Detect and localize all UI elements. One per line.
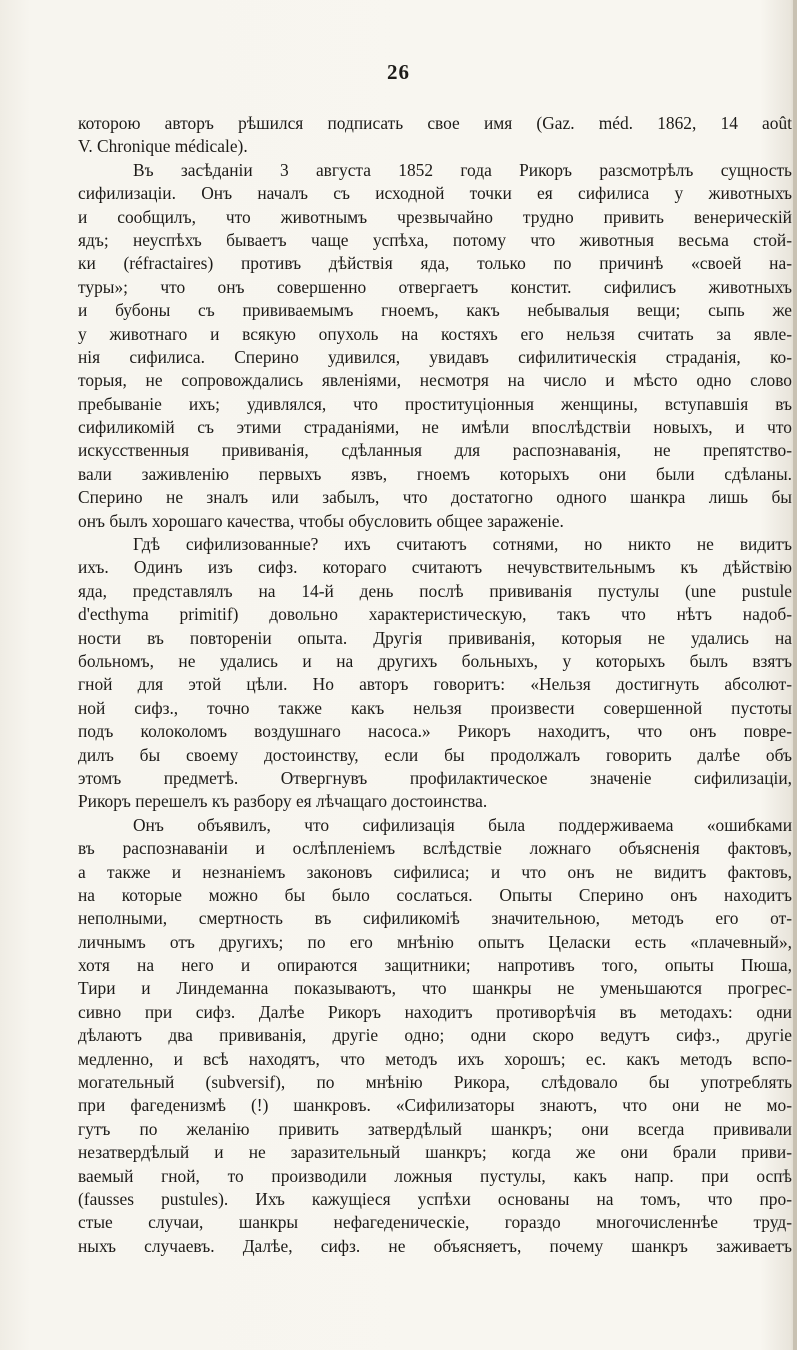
text-line: личнымъ отъ другихъ; по его мнѣнію опытъ Целаски есть «плачевный», <box>78 931 792 952</box>
text-line: онъ былъ хорошаго качества, чтобы обусловить общее зараженіе. <box>78 510 564 531</box>
text-line: торыя, не сопровождались явленіями, несмотря на число и мѣсто одно слово <box>78 370 792 391</box>
text-line: V. Chronique médicale). <box>78 136 248 157</box>
text-line: гной для этой цѣли. Но авторъ говоритъ: «Нельзя достигнуть абсолют- <box>78 674 792 695</box>
text-line: и сообщилъ, что животнымъ чрезвычайно трудно привить венерическій <box>78 206 792 227</box>
text-line: ки (réfractaires) противъ дѣйствія яда, только по причинѣ «своей на- <box>78 253 792 274</box>
text-line: ности въ повтореніи опыта. Другія прививанія, которыя не удались на <box>78 627 792 648</box>
page-edge <box>793 0 797 1350</box>
text-line: туры»; что онъ совершенно отвергаетъ констит. сифилисъ животныхъ <box>78 276 792 297</box>
text-line: которою авторъ рѣшился подписать свое имя (Gaz. méd. 1862, 14 août <box>78 113 792 133</box>
text-line: сифиликомій съ этими страданіями, не имѣли впослѣдствіи новыхъ, и что <box>78 417 792 438</box>
text-line: незатвердѣлый и не заразительный шанкръ; когда же они брали приви- <box>78 1142 792 1163</box>
text-line: больномъ, не удались и на другихъ больныхъ, у которыхъ былъ взятъ <box>78 650 792 671</box>
text-line: ной сифз., точно также какъ нельзя произвести совершенной пустоты <box>78 697 792 718</box>
text-line: подъ колоколомъ воздушнаго насоса.» Рикоръ находитъ, что онъ повре- <box>78 721 792 742</box>
text-line: Тири и Линдеманна показываютъ, что шанкры не уменьшаются прогрес- <box>78 978 792 999</box>
text-line: дѣлаютъ два прививанія, другіе одно; одни скоро ведутъ сифз., другіе <box>78 1025 792 1046</box>
text-line: вали заживленію первыхъ язвъ, гноемъ которыхъ они были сдѣланы. <box>78 463 792 484</box>
text-line: ваемый гной, то производили ложныя пустулы, какъ напр. при оспѣ <box>78 1165 792 1186</box>
text-line: пребываніе ихъ; удивлялся, что проституціонныя женщины, вступавшія въ <box>78 393 792 414</box>
text-line: ныхъ случаевъ. Далѣе, сифз. не объясняетъ, почему шанкръ заживаетъ <box>78 1235 792 1256</box>
text-line: медленно, и всѣ находятъ, что методъ ихъ хорошъ; ес. какъ методъ вспо- <box>78 1048 792 1069</box>
text-line: гутъ по желанію привить затвердѣлый шанкръ; они всегда прививали <box>78 1118 792 1139</box>
text-line: Въ засѣданіи 3 августа 1852 года Рикоръ разсмотрѣлъ сущность <box>133 159 792 180</box>
text-line: (fausses pustules). Ихъ кажущіеся успѣхи основаны на томъ, что про- <box>78 1188 792 1209</box>
text-line: на которые можно бы было сослаться. Опыты Сперино онъ находитъ <box>78 884 792 905</box>
text-line: въ распознаваніи и ослѣпленіемъ вслѣдствіе ложнаго объясненія фактовъ, <box>78 838 792 859</box>
text-line: а также и незнаніемъ законовъ сифилиса; и что онъ не видитъ фактовъ, <box>78 861 792 882</box>
text-line: Гдѣ сифилизованные? ихъ считаютъ сотнями, но никто не видитъ <box>133 534 792 555</box>
text-line: этомъ предметѣ. Отвергнувъ профилактическое значеніе сифилизаціи, <box>78 767 792 788</box>
text-line: могательный (subversif), по мнѣнію Рикора, слѣдовало бы употреблять <box>78 1072 792 1093</box>
text-line: искусственныя прививанія, сдѣланныя для распознаванія, не препятство- <box>78 440 792 461</box>
page-number: 26 <box>387 60 410 84</box>
text-line: Сперино не зналъ или забылъ, что достатогно одного шанкра лишь бы <box>78 487 792 508</box>
text-line: ихъ. Одинъ изъ сифз. котораго считаютъ нечувствительнымъ къ дѣйствію <box>78 557 792 578</box>
text-line: d'ecthyma primitif) довольно характеристическую, такъ что нѣтъ надоб- <box>78 604 792 625</box>
text-line: ядъ; неуспѣхъ бываетъ чаще успѣха, потому что животныя весьма стой- <box>78 229 792 250</box>
text-line: сивно при сифз. Далѣе Рикоръ находитъ противорѣчія въ методахъ: одни <box>78 1001 792 1022</box>
text-line: Рикоръ перешелъ къ разбору ея лѣчащаго достоинства. <box>78 791 488 812</box>
text-line: дилъ бы своему достоинству, если бы продолжалъ говорить далѣе объ <box>78 744 792 765</box>
text-line: хотя на него и опираются защитники; напротивъ того, опыты Пюша, <box>78 955 792 976</box>
text-line: неполными, смертность въ сифиликоміѣ значительною, методъ его от- <box>78 908 792 929</box>
text-line: нія сифилиса. Сперино удивился, увидавъ сифилитическія страданія, ко- <box>78 346 792 367</box>
text-line: Онъ объявилъ, что сифилизація была поддерживаема «ошибками <box>133 814 792 835</box>
body-text <box>78 112 792 1258</box>
text-line: яда, представлялъ на 14-й день послѣ прививанія пустулы (une pustule <box>78 580 792 601</box>
text-line: при фагеденизмѣ (!) шанкровъ. «Сифилизаторы знаютъ, что они не мо- <box>78 1095 792 1116</box>
text-line: у животнаго и всякую опухоль на костяхъ его нельзя считать за явле- <box>78 323 792 344</box>
text-line: сифилизаціи. Онъ началъ съ исходной точки ея сифилиса у животныхъ <box>78 183 792 204</box>
text-line: стые случаи, шанкры нефагеденическіе, гораздо многочисленнѣе труд- <box>78 1212 792 1233</box>
text-line: и бубоны съ прививаемымъ гноемъ, какъ небывалыя вещи; сыпь же <box>78 300 792 321</box>
